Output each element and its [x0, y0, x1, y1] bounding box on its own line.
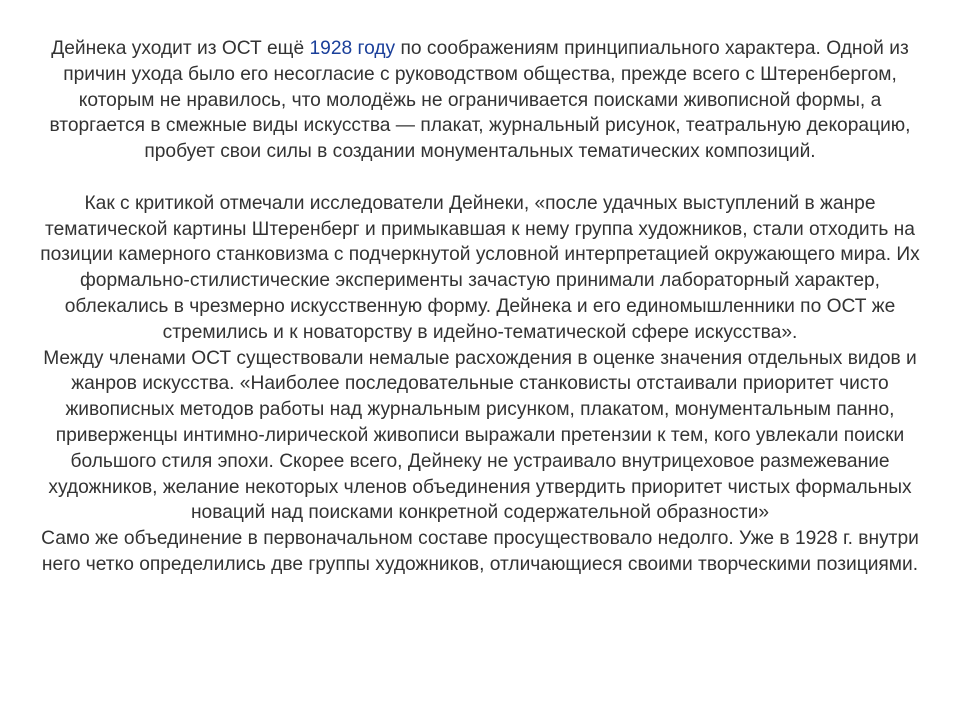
- paragraph-2: Как с критикой отмечали исследователи Дейнеки, «после удачных выступлений в жанре тематической картины Штеренберг и примыкавшая к нему группа художников, стали отходить на позиции камерного станковизма с подчеркнутой условной интерпретацией окружающего мира. Их формально-стилистические эксперименты зачастую принимали лабораторный характер, облекались в чрезмерно искусственную форму. Дейнека и его единомышленники по ОСТ же стремились и к новаторству в идейно-тематической сфере искусства».: [40, 192, 920, 343]
- paragraph-4: Само же объединение в первоначальном составе просуществовало недолго. Уже в 1928 г. внутри него четко определились две группы художников, отличающиеся своими творческими позициями.: [41, 528, 919, 575]
- paragraph-1-text-start: Дейнека уходит из ОСТ ещё: [51, 38, 310, 59]
- paragraph-1-text-end: по соображениям принципиального характера. Одной из причин ухода было его несогласие с руководством общества, прежде всего с Штеренбергом, которым не нравилось, что молодёжь не ограничивается поисками живописной формы, а вторгается в смежные виды искусства — плакат, журнальный рисунок, театральную декорацию, пробует свои силы в создании монументальных тематических композиций.: [49, 38, 911, 163]
- paragraph-spacer: [40, 165, 920, 191]
- paragraph-3: Между членами ОСТ существовали немалые расхождения в оценке значения отдельных видов и жанров искусства. «Наиболее последовательные станковисты отстаивали приоритет чисто живописных методов работы над журнальным рисунком, плакатом, монументальным панно, приверженцы интимно-лирической живописи выражали претензии к тем, кого увлекали поиски большого стиля эпохи. Скорее всего, Дейнеку не устраивало внутрицеховое размежевание художников, желание некоторых членов объединения утвердить приоритет чистых формальных новаций над поисками конкретной содержательной образности»: [43, 347, 917, 524]
- year-link[interactable]: 1928 году: [309, 38, 396, 59]
- paragraph-1: [40, 36, 920, 165]
